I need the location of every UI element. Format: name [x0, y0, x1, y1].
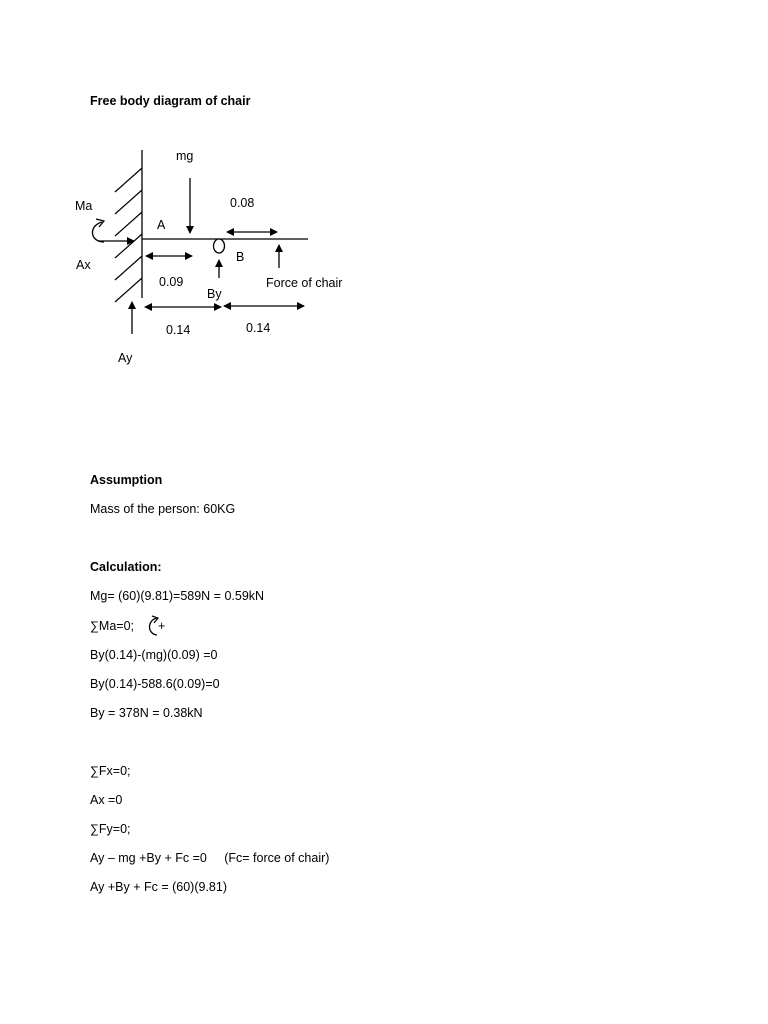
calc-line: Ay – mg +By + Fc =0 (Fc= force of chair)	[90, 851, 330, 865]
calculation-heading: Calculation:	[90, 560, 162, 574]
dim-0-09-label: 0.09	[159, 275, 184, 289]
dim-0-14-right-label: 0.14	[246, 321, 271, 335]
calc-line: Ay +By + Fc = (60)(9.81)	[90, 880, 227, 894]
label-by: By	[207, 287, 222, 301]
label-ma: Ma	[75, 199, 93, 213]
calc-line: Ax =0	[90, 793, 123, 807]
calc-line: By(0.14)-588.6(0.09)=0	[90, 677, 220, 691]
wall-hatching	[115, 168, 142, 302]
assumption-heading: Assumption	[90, 473, 163, 487]
free-body-diagram	[0, 0, 768, 420]
label-b: B	[236, 250, 245, 264]
calc-line: ∑Fx=0;	[90, 764, 131, 778]
label-ax: Ax	[76, 258, 91, 272]
dim-0-08-label: 0.08	[230, 196, 255, 210]
label-mg: mg	[176, 149, 194, 163]
calc-line: By(0.14)-(mg)(0.09) =0	[90, 648, 218, 662]
moment-sign-icon	[145, 614, 173, 640]
dim-0-14-left-label: 0.14	[166, 323, 191, 337]
page-title: Free body diagram of chair	[90, 94, 251, 108]
label-ay: Ay	[118, 351, 133, 365]
label-force-of-chair: Force of chair	[266, 276, 343, 290]
moment-plus: +	[158, 619, 166, 633]
ma-moment-arc	[92, 222, 104, 242]
calc-line: ∑Ma=0;	[90, 619, 135, 633]
assumption-text: Mass of the person: 60KG	[90, 502, 236, 516]
label-a: A	[157, 218, 166, 232]
calc-line: Mg= (60)(9.81)=589N = 0.59kN	[90, 589, 265, 603]
calc-line: ∑Fy=0;	[90, 822, 131, 836]
calc-line: By = 378N = 0.38kN	[90, 706, 203, 720]
pin-b-circle	[214, 239, 225, 253]
